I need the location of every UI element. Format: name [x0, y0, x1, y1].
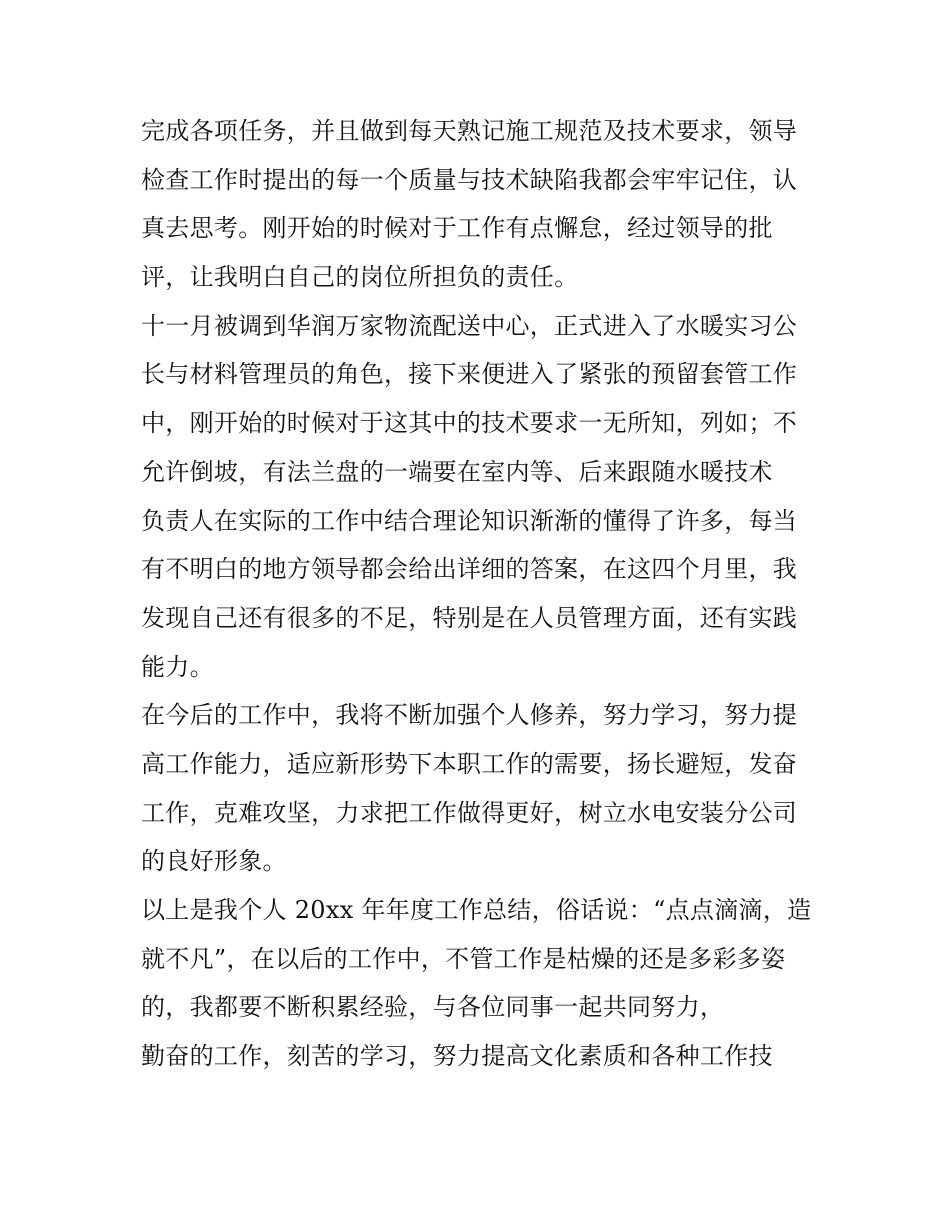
text-line: 十一月被调到华润万家物流配送中心，正式进入了水暖实习公 [141, 311, 798, 340]
text-line: 的良好形象。 [141, 847, 287, 876]
text-line: 真去思考。刚开始的时候对于工作有点懈怠，经过领导的批 [141, 214, 773, 243]
text-line: 中，刚开始的时候对于这其中的技术要求一无所知，列如；不 [141, 409, 798, 438]
document-body [141, 107, 831, 1081]
text-line: 检查工作时提出的每一个质量与技术缺陷我都会牢牢记住，认 [141, 165, 798, 194]
text-line: 发现自己还有很多的不足，特别是在人员管理方面，还有实践 [141, 603, 798, 632]
text-line: 高工作能力，适应新形势下本职工作的需要，扬长避短，发奋 [141, 749, 798, 778]
text-line: 工作，克难攻坚，力求把工作做得更好，树立水电安装分公司 [141, 798, 798, 827]
text-line: 完成各项任务，并且做到每天熟记施工规范及技术要求，领导 [141, 117, 798, 145]
text-line: 有不明白的地方领导都会给出详细的答案，在这四个月里，我 [141, 555, 798, 584]
text-line: 就不凡”，在以后的工作中，不管工作是枯燥的还是多彩多姿 [141, 944, 786, 973]
text-line: 负责人在实际的工作中结合理论知识渐渐的懂得了许多，每当 [141, 506, 798, 535]
text-line: 以上是我个人 20xx 年年度工作总结，俗话说：“点点滴滴，造 [141, 896, 812, 924]
text-line: 在今后的工作中，我将不断加强个人修养，努力学习，努力提 [141, 701, 798, 730]
text-line: 的，我都要不断积累经验，与各位同事一起共同努力， [141, 993, 725, 1022]
text-line: 能力。 [141, 652, 214, 681]
text-line: 长与材料管理员的角色，接下来便进入了紧张的预留套管工作 [141, 360, 798, 389]
text-line: 允许倒坡，有法兰盘的一端要在室内等、后来跟随水暖技术 [141, 457, 773, 486]
text-line: 勤奋的工作，刻苦的学习，努力提高文化素质和各种工作技 [141, 1042, 773, 1071]
text-line: 评，让我明白自己的岗位所担负的责任。 [141, 263, 579, 292]
